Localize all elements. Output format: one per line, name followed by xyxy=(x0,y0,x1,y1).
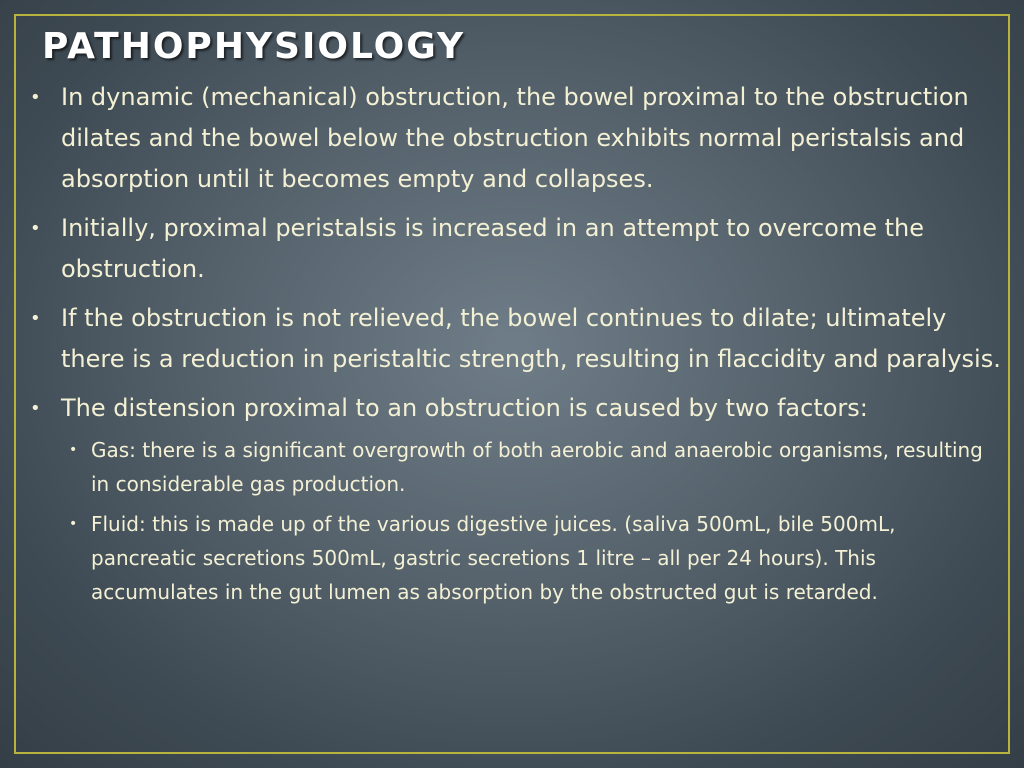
sub-bullet-icon: • xyxy=(69,516,78,532)
sub-bullet-list xyxy=(61,433,1003,609)
bullet-icon: • xyxy=(30,308,41,329)
bullet-item xyxy=(28,77,1003,200)
bullet-icon: • xyxy=(30,398,41,419)
bullet-item xyxy=(28,208,1003,290)
bullet-text: The distension proximal to an obstruction is caused by two factors: xyxy=(61,394,868,422)
sub-bullet-item xyxy=(61,433,1003,501)
bullet-item xyxy=(28,298,1003,380)
slide-title: PATHOPHYSIOLOGY xyxy=(42,26,466,67)
slide-content xyxy=(28,77,1003,617)
bullet-text: Initially, proximal peristalsis is increased in an attempt to overcome the obstruction. xyxy=(61,214,925,283)
sub-bullet-text: Fluid: this is made up of the various digestive juices. (saliva 500mL, bile 500mL, pancreatic secretions 500mL, gastric secretions 1 litre – all per 24 hours). This accumulates in the gut lumen as absorption by the obstructed gut is retarded. xyxy=(91,512,896,604)
bullet-text: In dynamic (mechanical) obstruction, the bowel proximal to the obstruction dilates and the bowel below the obstruction exhibits normal peristalsis and absorption until it becomes empty and collapses. xyxy=(61,83,969,193)
bullet-icon: • xyxy=(30,87,41,108)
sub-bullet-text: Gas: there is a significant overgrowth of both aerobic and anaerobic organisms, resulting in considerable gas production. xyxy=(91,438,983,496)
bullet-item xyxy=(28,388,1003,609)
bullet-text: If the obstruction is not relieved, the bowel continues to dilate; ultimately there is a reduction in peristaltic strength, resulting in flaccidity and paralysis. xyxy=(61,304,1001,373)
bullet-icon: • xyxy=(30,218,41,239)
sub-bullet-icon: • xyxy=(69,442,78,458)
bullet-list xyxy=(28,77,1003,609)
sub-bullet-item xyxy=(61,507,1003,609)
